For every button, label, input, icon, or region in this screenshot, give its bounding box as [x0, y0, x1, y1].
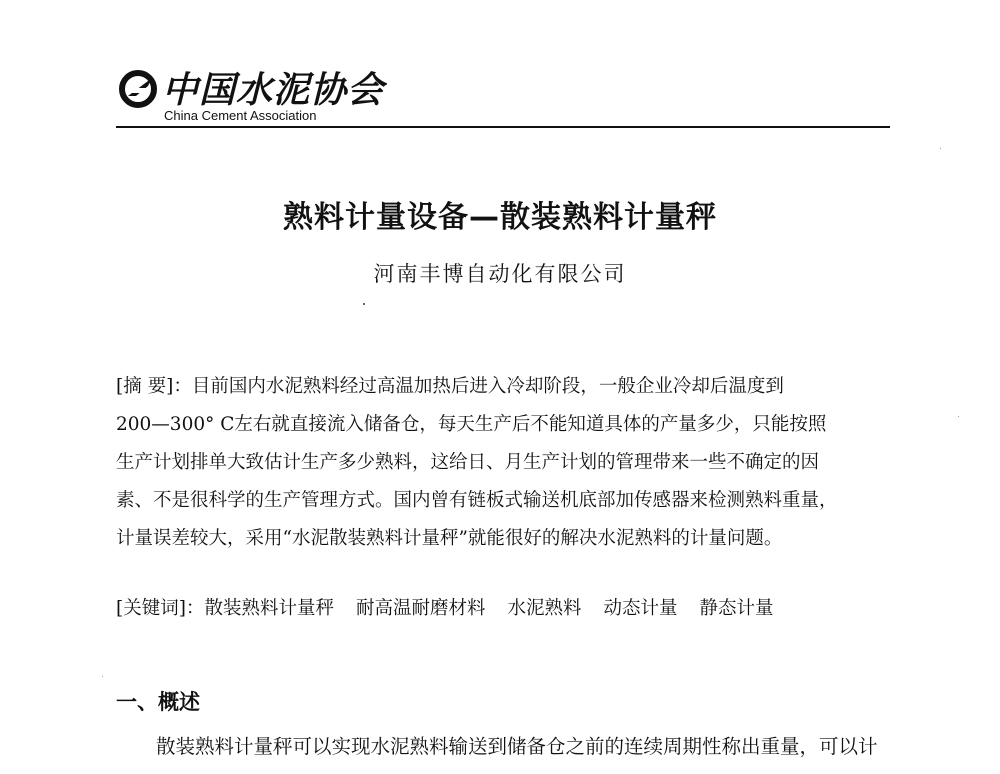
keyword: 动态计量: [603, 598, 678, 619]
abstract-line: 200—300° C左右就直接流入储备仓，每天生产后不能知道具体的产量多少，只能按照: [116, 414, 827, 435]
logo-english-text: China Cement Association: [164, 108, 317, 123]
abstract-line: 生产计划排单大致估计生产多少熟料，这给日、月生产计划的管理带来一些不确定的因: [116, 452, 820, 473]
scan-speck: [958, 416, 959, 417]
header-logo: [118, 62, 538, 128]
document-author: 河南丰博自动化有限公司: [373, 262, 627, 286]
section-body-line: 散装熟料计量秤可以实现水泥熟料输送到储备仓之前的连续周期性称出重量，可以计: [156, 735, 878, 758]
keywords-line: [116, 595, 894, 623]
scan-speck: [940, 148, 941, 149]
abstract-line: 素、不是很科学的生产管理方式。国内曾有链板式输送机底部加传感器来检测熟料重量，: [116, 490, 838, 511]
keyword: 散装熟料计量秤: [204, 598, 334, 619]
cement-association-logo-icon: [118, 66, 162, 110]
keyword: 耐高温耐磨材料: [355, 598, 486, 619]
header-divider: [116, 126, 890, 128]
logo-chinese-text: 中国水泥协会: [162, 69, 385, 111]
scan-speck: [102, 676, 103, 677]
abstract-line: 计量误差较大，采用“水泥散装熟料计量秤”就能很好的解决水泥熟料的计量问题。: [116, 528, 783, 549]
keyword: 静态计量: [699, 598, 774, 619]
abstract-line: [摘 要]：目前国内水泥熟料经过高温加热后进入冷却阶段，一般企业冷却后温度到: [116, 376, 784, 397]
keywords-label: [关键词]：: [116, 598, 205, 619]
scan-speck: [363, 303, 365, 305]
abstract-block: [116, 368, 894, 558]
keyword: 水泥熟料: [507, 598, 582, 619]
document-title: 熟料计量设备—散装熟料计量秤: [283, 200, 717, 235]
section-heading-overview: 一、概述: [116, 690, 200, 714]
